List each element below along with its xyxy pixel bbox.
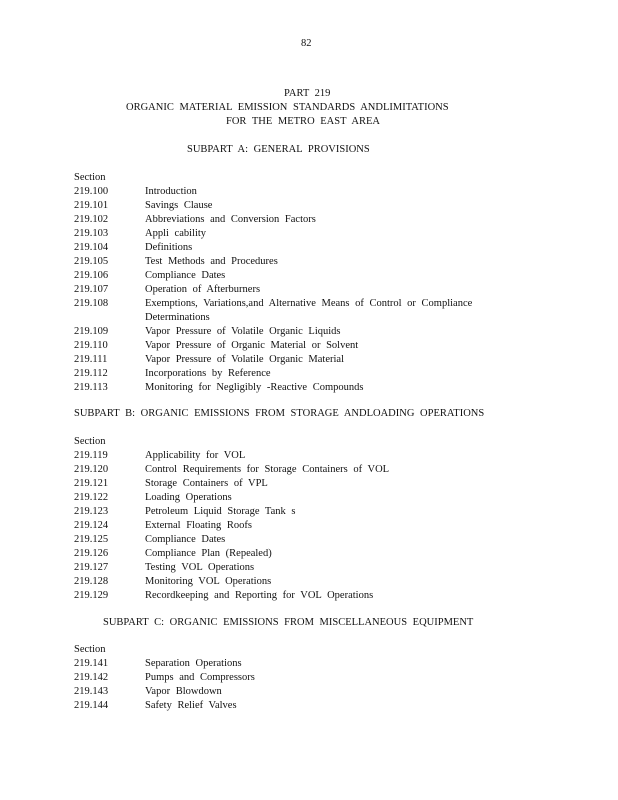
section-title: Compliance Dates — [145, 270, 226, 281]
section-title: Savings Clause — [145, 200, 213, 211]
toc-entry — [74, 449, 246, 463]
toc-entry — [74, 685, 222, 699]
section-number: 219.143 — [74, 686, 109, 697]
section-title: Introduction — [145, 186, 197, 197]
section-title: Incorporations by Reference — [145, 368, 271, 379]
section-title: Vapor Pressure of Volatile Organic Liquids — [145, 326, 341, 337]
toc-entry — [74, 185, 197, 199]
section-number: 219.107 — [74, 284, 109, 295]
toc-entry — [74, 533, 226, 547]
section-title: External Floating Roofs — [145, 520, 252, 531]
section-title: Testing VOL Operations — [145, 562, 255, 573]
section-title: Storage Containers of VPL — [145, 478, 268, 489]
part-heading: PART 219 — [284, 88, 331, 99]
toc-entry — [74, 671, 255, 685]
section-title: Test Methods and Procedures — [145, 256, 278, 267]
section-number: 219.120 — [74, 464, 109, 475]
toc-entry — [74, 381, 364, 395]
toc-entry — [74, 325, 341, 339]
section-title: Pumps and Compressors — [145, 672, 255, 683]
section-number: 219.123 — [74, 506, 109, 517]
section-number: 219.106 — [74, 270, 109, 281]
toc-entry — [74, 241, 193, 255]
section-title: Loading Operations — [145, 492, 232, 503]
toc-entry — [74, 311, 210, 325]
section-number: 219.101 — [74, 200, 109, 211]
toc-entry — [74, 589, 374, 603]
section-number: 219.105 — [74, 256, 109, 267]
subpart-c-heading: SUBPART C: ORGANIC EMISSIONS FROM MISCELLANEOUS EQUIPMENT — [103, 617, 474, 628]
section-title: Vapor Pressure of Volatile Organic Material — [145, 354, 344, 365]
section-title: Separation Operations — [145, 658, 242, 669]
section-number: 219.124 — [74, 520, 109, 531]
toc-entry — [74, 255, 278, 269]
section-title: Operation of Afterburners — [145, 284, 261, 295]
section-title: Control Requirements for Storage Containers of VOL — [145, 464, 390, 475]
section-number: 219.122 — [74, 492, 109, 503]
section-label: Section — [74, 644, 106, 655]
toc-entry — [74, 505, 296, 519]
toc-entry — [74, 657, 242, 671]
toc-entry — [74, 353, 344, 367]
section-number: 219.128 — [74, 576, 109, 587]
title-line-1: ORGANIC MATERIAL EMISSION STANDARDS ANDLIMITATIONS — [126, 102, 449, 113]
section-label: Section — [74, 172, 106, 183]
section-number: 219.141 — [74, 658, 109, 669]
toc-entry — [74, 227, 207, 241]
subpart-a-toc — [74, 171, 473, 395]
toc-entry — [74, 367, 271, 381]
section-title: Exemptions, Variations,and Alternative Means of Control or Compliance — [145, 298, 473, 309]
section-label: Section — [74, 436, 106, 447]
section-title: Definitions — [145, 242, 193, 253]
section-number: 219.109 — [74, 326, 109, 337]
section-title: Safety Relief Valves — [145, 700, 237, 711]
section-number: 219.127 — [74, 562, 109, 573]
toc-entry — [74, 519, 252, 533]
section-number: 219.142 — [74, 672, 109, 683]
page-number: 82 — [301, 38, 312, 49]
toc-entry — [74, 699, 237, 713]
section-title: Compliance Plan (Repealed) — [145, 548, 272, 559]
section-number: 219.112 — [74, 368, 108, 379]
toc-entry — [74, 561, 255, 575]
section-number: 219.100 — [74, 186, 109, 197]
toc-entry — [74, 463, 390, 477]
subpart-b-toc — [74, 435, 390, 603]
section-number: 219.144 — [74, 700, 109, 711]
section-number: 219.108 — [74, 298, 109, 309]
section-title: Determinations — [145, 312, 210, 323]
section-title: Monitoring for Negligibly -Reactive Compounds — [145, 382, 364, 393]
toc-entry — [74, 491, 232, 505]
section-title: Appli cability — [145, 228, 207, 239]
subpart-b-heading: SUBPART B: ORGANIC EMISSIONS FROM STORAGE ANDLOADING OPERATIONS — [74, 408, 485, 419]
section-number: 219.111 — [74, 354, 108, 365]
toc-entry — [74, 297, 473, 311]
section-title: Vapor Pressure of Organic Material or Solvent — [145, 340, 359, 351]
toc-entry — [74, 547, 272, 561]
section-title: Compliance Dates — [145, 534, 226, 545]
subpart-a-heading: SUBPART A: GENERAL PROVISIONS — [187, 144, 370, 155]
section-number: 219.121 — [74, 478, 109, 489]
toc-entry — [74, 477, 268, 491]
section-title: Recordkeeping and Reporting for VOL Operations — [145, 590, 374, 601]
section-title: Petroleum Liquid Storage Tank s — [145, 506, 296, 517]
subpart-c-toc — [74, 643, 255, 713]
section-number: 219.129 — [74, 590, 109, 601]
section-title: Applicability for VOL — [145, 450, 246, 461]
toc-entry — [74, 575, 272, 589]
section-title: Abbreviations and Conversion Factors — [145, 214, 316, 225]
toc-entry — [74, 199, 213, 213]
section-number: 219.104 — [74, 242, 109, 253]
section-number: 219.102 — [74, 214, 109, 225]
section-title: Vapor Blowdown — [145, 686, 222, 697]
toc-entry — [74, 339, 359, 353]
title-line-2: FOR THE METRO EAST AREA — [226, 116, 380, 127]
section-number: 219.110 — [74, 340, 108, 351]
section-number: 219.126 — [74, 548, 109, 559]
section-number: 219.113 — [74, 382, 108, 393]
section-title: Monitoring VOL Operations — [145, 576, 272, 587]
section-number: 219.125 — [74, 534, 109, 545]
toc-entry — [74, 213, 316, 227]
toc-entry — [74, 269, 226, 283]
section-number: 219.119 — [74, 450, 108, 461]
section-number: 219.103 — [74, 228, 109, 239]
toc-entry — [74, 283, 261, 297]
